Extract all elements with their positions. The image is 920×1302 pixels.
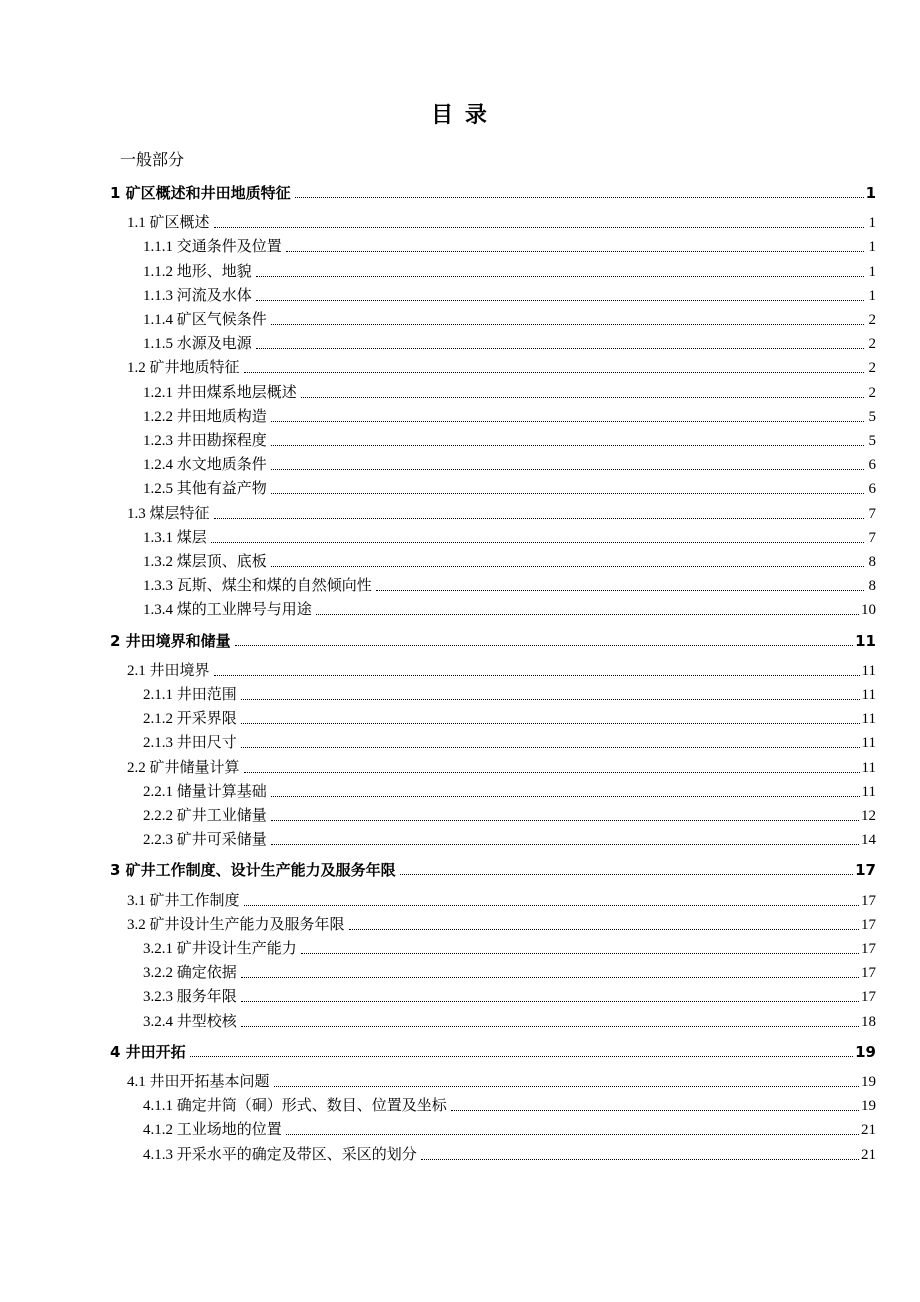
toc-leader-dots [241, 1001, 859, 1002]
toc-entry[interactable] [143, 259, 876, 281]
toc-entry[interactable] [143, 936, 876, 958]
toc-entry-page-number: 19 [855, 1042, 876, 1061]
toc-leader-dots [244, 905, 859, 906]
toc-entry-page-number: 8 [868, 578, 876, 595]
toc-leader-dots [235, 645, 853, 646]
toc-entry-page-number: 2 [868, 312, 876, 328]
toc-leader-dots [271, 566, 864, 567]
toc-leader-dots [214, 518, 864, 519]
toc-leader-dots [301, 953, 859, 954]
toc-entry-title: 4.1.2 工业场地的位置 [143, 1122, 282, 1139]
toc-leader-dots [256, 300, 864, 301]
toc-entry-title: 1.3.2 煤层顶、底板 [143, 554, 267, 570]
toc-entry-title: 3.1 矿井工作制度 [127, 892, 240, 909]
toc-entry-page-number: 2 [868, 336, 876, 353]
toc-entry-title: 2.2.3 矿井可采储量 [143, 832, 267, 849]
toc-entry[interactable] [143, 597, 876, 619]
section-label: 一般部分 [120, 150, 185, 169]
toc-entry-title: 1.1.5 水源及电源 [143, 336, 252, 353]
toc-leader-dots [190, 1056, 853, 1057]
toc-entry-page-number: 5 [868, 408, 876, 425]
toc-leader-dots [316, 614, 859, 615]
toc-entry-title: 1.1.2 地形、地貌 [143, 263, 252, 280]
toc-entry-title: 1.2.1 井田煤系地层概述 [143, 384, 297, 401]
toc-entry-page-number: 7 [868, 505, 876, 522]
toc-entry[interactable] [110, 1039, 876, 1061]
toc-leader-dots [271, 469, 864, 470]
toc-leader-dots [271, 796, 860, 797]
toc-entry-title: 1.2.2 井田地质构造 [143, 408, 267, 425]
toc-entry-title: 1 矿区概述和井田地质特征 [110, 184, 291, 202]
toc-entry[interactable] [127, 755, 876, 777]
toc-entry-title: 4.1.1 确定井筒（硐）形式、数目、位置及坐标 [143, 1098, 447, 1115]
toc-entry-page-number: 12 [861, 808, 876, 824]
toc-entry-title: 4 井田开拓 [110, 1042, 186, 1061]
toc-entry-title: 1.3.4 煤的工业牌号与用途 [143, 602, 312, 619]
toc-leader-dots [241, 747, 860, 748]
toc-entry-title: 1.2 矿井地质特征 [127, 360, 240, 377]
toc-entry[interactable] [143, 404, 876, 426]
toc-leader-dots [295, 197, 864, 198]
toc-leader-dots [271, 844, 859, 845]
toc-entry-title: 3 矿井工作制度、设计生产能力及服务年限 [110, 861, 396, 880]
toc-entry[interactable] [143, 476, 876, 498]
toc-entry[interactable] [143, 573, 876, 595]
toc-entry[interactable] [143, 428, 876, 450]
toc-leader-dots [241, 1026, 859, 1027]
toc-entry-title: 2.1.3 井田尺寸 [143, 735, 237, 752]
toc-entry-page-number: 21 [861, 1122, 876, 1139]
toc-entry-page-number: 6 [868, 481, 876, 498]
toc-entry-page-number: 11 [861, 711, 876, 728]
toc-leader-dots [349, 929, 859, 930]
page-title: 目 录 [431, 103, 489, 128]
toc-entry[interactable] [143, 1117, 876, 1139]
toc-entry-page-number: 17 [861, 989, 876, 1006]
toc-entry[interactable] [127, 1069, 876, 1091]
toc-entry[interactable] [127, 210, 876, 232]
toc-entry-page-number: 11 [861, 735, 876, 752]
toc-entry-page-number: 21 [861, 1146, 876, 1163]
toc-entry[interactable] [127, 355, 876, 377]
toc-entry-page-number: 10 [861, 602, 876, 619]
toc-leader-dots [256, 276, 864, 277]
toc-leader-dots [271, 820, 859, 821]
toc-entry-title: 2.1.2 开采界限 [143, 711, 237, 728]
toc-entry-page-number: 17 [861, 916, 876, 933]
toc-entry-title: 1.1.4 矿区气候条件 [143, 312, 267, 328]
toc-entry[interactable] [143, 827, 876, 849]
toc-leader-dots [271, 421, 864, 422]
toc-entry-title: 1.2.4 水文地质条件 [143, 457, 267, 474]
toc-leader-dots [241, 699, 860, 700]
toc-entry-page-number: 2 [868, 384, 876, 401]
toc-entry-page-number: 1 [865, 184, 876, 202]
toc-entry-title: 3.2.2 确定依据 [143, 965, 237, 982]
toc-entry[interactable] [127, 501, 876, 523]
toc-entry-title: 2.1 井田境界 [127, 662, 210, 679]
toc-entry[interactable] [127, 658, 876, 680]
toc-entry-page-number: 1 [868, 287, 876, 304]
toc-entry[interactable] [110, 857, 876, 879]
toc-entry-page-number: 11 [861, 759, 876, 776]
toc-entry-page-number: 11 [861, 687, 876, 703]
toc-leader-dots [214, 227, 864, 228]
toc-leader-dots [271, 324, 864, 325]
toc-leader-dots [241, 977, 859, 978]
toc-leader-dots [400, 874, 853, 875]
toc-entry[interactable] [143, 1009, 876, 1031]
toc-entry-title: 1.1.3 河流及水体 [143, 287, 252, 304]
toc-leader-dots [421, 1159, 859, 1160]
toc-entry-title: 4.1 井田开拓基本问题 [127, 1074, 270, 1090]
toc-entry-title: 1.3.3 瓦斯、煤尘和煤的自然倾向性 [143, 578, 372, 595]
toc-entry-page-number: 6 [868, 457, 876, 474]
toc-entry[interactable] [143, 779, 876, 801]
toc-leader-dots [244, 372, 864, 373]
toc-entry-page-number: 19 [861, 1074, 876, 1090]
toc-entry[interactable] [143, 1093, 876, 1115]
toc-entry-page-number: 19 [861, 1098, 876, 1115]
toc-entry-title: 1.3.1 煤层 [143, 529, 207, 546]
toc-entry[interactable] [143, 283, 876, 305]
toc-entry-title: 4.1.3 开采水平的确定及带区、采区的划分 [143, 1146, 417, 1163]
toc-entry-page-number: 1 [868, 263, 876, 280]
toc-leader-dots [286, 1134, 859, 1135]
toc-entry-page-number: 17 [861, 965, 876, 982]
toc-entry-page-number: 17 [855, 861, 876, 880]
toc-leader-dots [451, 1110, 859, 1111]
toc-entry-title: 1.1 矿区概述 [127, 215, 210, 232]
toc-leader-dots [271, 493, 864, 494]
toc-entry-title: 3.2 矿井设计生产能力及服务年限 [127, 916, 345, 933]
toc-entry[interactable] [143, 331, 876, 353]
toc-entry-page-number: 5 [868, 433, 876, 449]
toc-entry[interactable] [143, 960, 876, 982]
toc-entry-title: 2.2.1 储量计算基础 [143, 783, 267, 800]
toc-leader-dots [274, 1086, 859, 1087]
toc-entry[interactable] [110, 180, 876, 202]
toc-entry-page-number: 11 [855, 631, 876, 650]
toc-entry[interactable] [143, 525, 876, 547]
toc-entry[interactable] [143, 730, 876, 752]
toc-entry-page-number: 17 [861, 941, 876, 957]
toc-entry-page-number: 8 [868, 554, 876, 570]
toc-entry-title: 3.2.4 井型校核 [143, 1013, 237, 1030]
toc-entry[interactable] [143, 380, 876, 402]
toc-entry-title: 1.3 煤层特征 [127, 505, 210, 522]
toc-entry-title: 3.2.3 服务年限 [143, 989, 237, 1006]
toc-entry-page-number: 1 [868, 239, 876, 256]
toc-entry-page-number: 11 [861, 662, 876, 679]
toc-entry-title: 2 井田境界和储量 [110, 631, 231, 650]
toc-leader-dots [214, 675, 860, 676]
toc-entry-title: 3.2.1 矿井设计生产能力 [143, 941, 297, 957]
toc-entry-title: 1.2.3 井田勘探程度 [143, 433, 267, 449]
toc-entry-page-number: 1 [868, 215, 876, 232]
toc-entry-title: 1.1.1 交通条件及位置 [143, 239, 282, 256]
toc-entry-page-number: 14 [861, 832, 876, 849]
toc-entry[interactable] [143, 452, 876, 474]
toc-entry[interactable] [143, 706, 876, 728]
toc-leader-dots [271, 445, 864, 446]
toc-entry[interactable] [143, 682, 876, 704]
toc-entry[interactable] [127, 888, 876, 910]
toc-entry-title: 2.2 矿井储量计算 [127, 759, 240, 776]
toc-entry-title: 2.2.2 矿井工业储量 [143, 808, 267, 824]
toc-entry-page-number: 7 [868, 529, 876, 546]
toc-entry-title: 2.1.1 井田范围 [143, 687, 237, 703]
toc-entry[interactable] [143, 234, 876, 256]
toc-leader-dots [244, 772, 860, 773]
toc-entry-page-number: 2 [868, 360, 876, 377]
toc-entry[interactable] [143, 984, 876, 1006]
toc-entry[interactable] [110, 628, 876, 650]
toc-entry-title: 1.2.5 其他有益产物 [143, 481, 267, 498]
toc-leader-dots [241, 723, 860, 724]
toc-leader-dots [376, 590, 864, 591]
toc-leader-dots [286, 251, 864, 252]
toc-entry-page-number: 18 [861, 1013, 876, 1030]
toc-leader-dots [301, 397, 864, 398]
toc-entry[interactable] [143, 803, 876, 825]
toc-entry-page-number: 17 [861, 892, 876, 909]
toc-entry[interactable] [143, 1142, 876, 1164]
toc-leader-dots [256, 348, 864, 349]
toc-entry-page-number: 11 [861, 783, 876, 800]
toc-entry[interactable] [143, 549, 876, 571]
toc-leader-dots [211, 542, 864, 543]
toc-entry[interactable] [143, 307, 876, 329]
toc-entry[interactable] [127, 912, 876, 934]
